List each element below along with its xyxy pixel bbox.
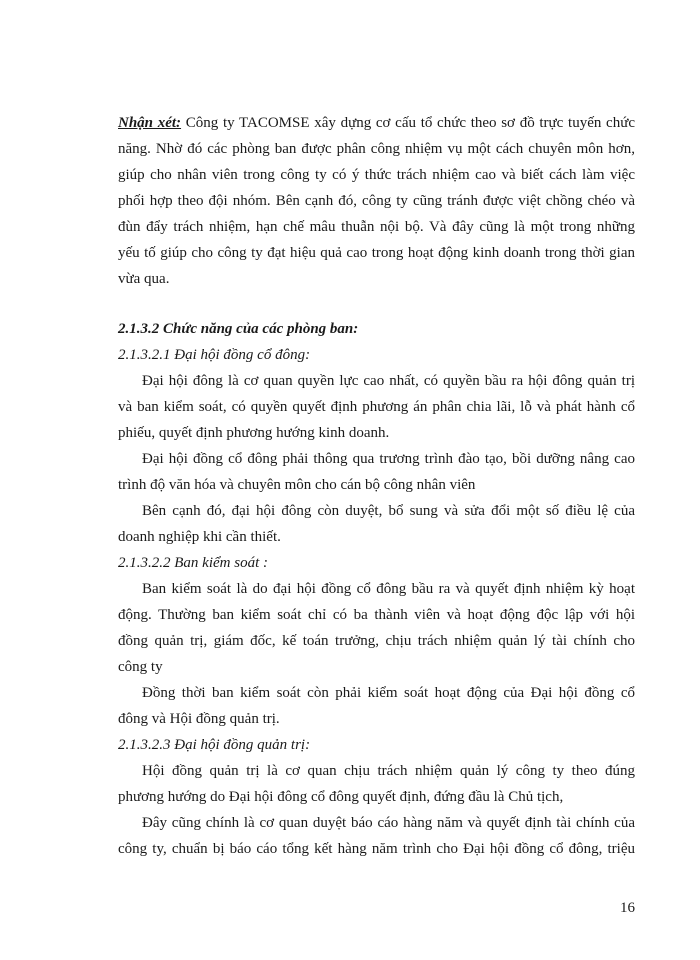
page-number: 16 [620,900,635,916]
text-line: công ty [118,659,163,675]
paragraph [118,680,635,706]
paragraph-continued [118,836,635,862]
text-line: phương hướng do Đại hội đông cổ đông quyết định, đứng đầu là Chủ tịch, [118,789,564,805]
text-line: đông và Hội đồng quản trị. [118,711,280,727]
text-line: Đại hội đông là cơ quan quyền lực cao nhất, có quyền bầu ra hội đông quản trị [142,373,635,389]
text-line: phối hợp theo đội nhóm. Bên cạnh đó, công ty cũng tránh được việt chồng chéo và [118,193,635,209]
paragraph [118,576,635,602]
subsection-heading-3: 2.1.3.2.3 Đại hội đồng quản trị: [118,737,311,753]
paragraph-continued [118,524,635,550]
text-line: trình độ văn hóa và chuyên môn cho cán bộ công nhân viên [118,477,476,493]
text-line: năng. Nhờ đó các phòng ban được phân công nhiệm vụ một cách chuyên môn hơn, [118,141,635,157]
text-line: động. Thường ban kiểm soát chỉ có ba thành viên và hoạt động độc lập với hội [118,607,635,623]
text-line: công ty, chuẩn bị báo cáo tổng kết hàng năm trình cho Đại hội đồng cổ đông, triệu [118,841,635,857]
text-line: phiếu, quyết định phương hướng kinh doanh. [118,425,390,441]
text-line: Đây cũng chính là cơ quan duyệt báo cáo hàng năm và quyết định tài chính của [142,815,635,831]
section-heading: 2.1.3.2 Chức năng của các phòng ban: [118,321,359,337]
text-line: đồng quản trị, giám đốc, kế toán trưởng, chịu trách nhiệm quản lý tài chính cho [118,633,635,649]
paragraph-continued [118,602,635,680]
paragraph [118,368,635,394]
paragraph-continued [118,784,635,810]
text-line: Nhận xét: Công ty TACOMSE xây dựng cơ cấu tổ chức theo sơ đồ trực tuyến chức [118,115,636,131]
text-line: giúp cho nhân viên trong công ty có ý thức trách nhiệm cao và biết cách làm việc [118,167,635,183]
paragraph-continued [118,472,635,498]
paragraph [118,498,635,524]
text-line: Đồng thời ban kiểm soát còn phải kiểm soát hoạt động của Đại hội đồng cổ [142,685,635,701]
remark-paragraph [118,110,635,292]
paragraph [118,758,635,784]
text-line: Bên cạnh đó, đại hội đông còn duyệt, bổ sung và sửa đổi một số điều lệ của [142,503,635,519]
text-line: Đại hội đồng cổ đông phải thông qua trương trình đào tạo, bồi dưỡng nâng cao [142,451,635,467]
text-line: và ban kiểm soát, có quyền quyết định phương án phân chia lãi, lỗ và phát hành cổ [118,399,635,415]
text-line: đùn đẩy trách nhiệm, hạn chế mâu thuẫn nội bộ. Và đây cũng là một trong những [118,219,635,235]
text-line: vừa qua. [118,271,170,287]
paragraph [118,810,635,836]
paragraph-continued [118,706,635,732]
paragraph-continued [118,394,635,446]
remark-label: Nhận xét: [118,115,182,131]
text-line: Hội đồng quản trị là cơ quan chịu trách nhiệm quản lý công ty theo đúng [142,763,635,779]
paragraph [118,446,635,472]
page-content [118,110,635,862]
text-line: Ban kiểm soát là do đại hội đồng cổ đông bầu ra và quyết định nhiệm kỳ hoạt [142,581,635,597]
text-line: yếu tố giúp cho công ty đạt hiệu quả cao trong hoạt động kinh doanh trong thời gian [118,245,635,261]
text-line: doanh nghiệp khi cần thiết. [118,529,281,545]
subsection-heading-2: 2.1.3.2.2 Ban kiểm soát : [118,555,268,571]
subsection-heading-1: 2.1.3.2.1 Đại hội đồng cổ đông: [118,347,311,363]
